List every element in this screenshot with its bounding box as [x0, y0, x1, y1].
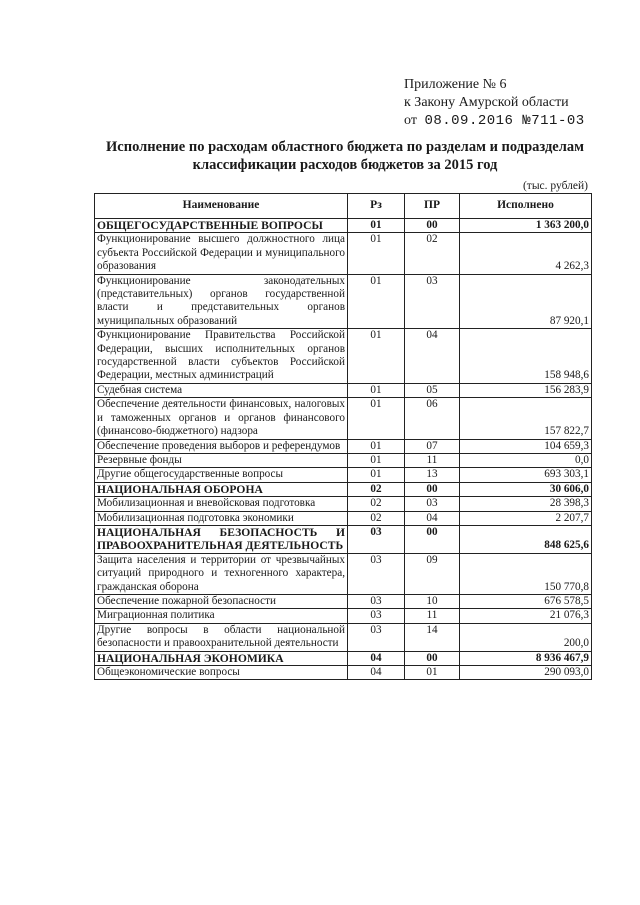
row-name-cell: Мобилизационная подготовка экономики: [95, 511, 348, 525]
table-row: [95, 553, 592, 594]
row-value-cell: 87 920,1: [460, 274, 592, 329]
document-title: Исполнение по расходам областного бюджета по разделам и подразделам классификации расходов бюджетов за 2015 год: [106, 139, 584, 173]
section-row: [95, 482, 592, 496]
row-pr-cell: 11: [405, 453, 460, 467]
row-pr-cell: 11: [405, 609, 460, 623]
row-name-cell: НАЦИОНАЛЬНАЯ ЭКОНОМИКА: [95, 651, 348, 665]
appendix-date-line: [404, 112, 585, 130]
row-value-cell: 4 262,3: [460, 233, 592, 274]
row-name-cell: Функционирование законодательных (представительных) органов государственной власти и представительных органов муниципальных образований: [95, 274, 348, 329]
table-row: [95, 439, 592, 453]
section-row: [95, 525, 592, 553]
appendix-date-stamp: 08.09.2016 №711-03: [424, 113, 585, 129]
table-row: [95, 666, 592, 680]
section-row: [95, 219, 592, 233]
row-rz-cell: 02: [348, 511, 405, 525]
row-rz-cell: 03: [348, 553, 405, 594]
column-header-pr: ПР: [405, 194, 460, 219]
row-rz-cell: 01: [348, 468, 405, 482]
row-value-cell: 8 936 467,9: [460, 651, 592, 665]
row-rz-cell: 02: [348, 482, 405, 496]
table-header-row: [95, 194, 592, 219]
row-pr-cell: 09: [405, 553, 460, 594]
table-row: [95, 468, 592, 482]
row-name-cell: Резервные фонды: [95, 453, 348, 467]
column-header-name: Наименование: [95, 194, 348, 219]
row-rz-cell: 04: [348, 666, 405, 680]
row-value-cell: 156 283,9: [460, 383, 592, 397]
row-value-cell: 157 822,7: [460, 398, 592, 439]
row-name-cell: ОБЩЕГОСУДАРСТВЕННЫЕ ВОПРОСЫ: [95, 219, 348, 233]
row-name-cell: Судебная система: [95, 383, 348, 397]
row-rz-cell: 02: [348, 497, 405, 511]
units-label: (тыс. рублей): [522, 180, 588, 192]
table-row: [95, 594, 592, 608]
row-name-cell: Общеэкономические вопросы: [95, 666, 348, 680]
row-rz-cell: 03: [348, 623, 405, 651]
row-value-cell: 0,0: [460, 453, 592, 467]
row-name-cell: Другие общегосударственные вопросы: [95, 468, 348, 482]
row-value-cell: 150 770,8: [460, 553, 592, 594]
table-row: [95, 398, 592, 439]
row-value-cell: 28 398,3: [460, 497, 592, 511]
row-pr-cell: 06: [405, 398, 460, 439]
column-header-rz: Рз: [348, 194, 405, 219]
table-row: [95, 609, 592, 623]
table-row: [95, 329, 592, 384]
row-pr-cell: 03: [405, 497, 460, 511]
row-pr-cell: 00: [405, 482, 460, 496]
row-name-cell: Обеспечение деятельности финансовых, налоговых и таможенных органов и органов финансового (финансово-бюджетного) надзора: [95, 398, 348, 439]
row-pr-cell: 00: [405, 219, 460, 233]
table-row: [95, 511, 592, 525]
row-value-cell: 290 093,0: [460, 666, 592, 680]
row-name-cell: Обеспечение проведения выборов и референдумов: [95, 439, 348, 453]
row-pr-cell: 01: [405, 666, 460, 680]
row-rz-cell: 01: [348, 274, 405, 329]
column-header-executed: Исполнено: [460, 194, 592, 219]
row-value-cell: 30 606,0: [460, 482, 592, 496]
row-rz-cell: 01: [348, 439, 405, 453]
row-pr-cell: 02: [405, 233, 460, 274]
row-rz-cell: 03: [348, 594, 405, 608]
row-pr-cell: 04: [405, 511, 460, 525]
section-row: [95, 651, 592, 665]
table-row: [95, 383, 592, 397]
row-rz-cell: 01: [348, 233, 405, 274]
row-rz-cell: 03: [348, 525, 405, 553]
row-rz-cell: 03: [348, 609, 405, 623]
row-name-cell: НАЦИОНАЛЬНАЯ ОБОРОНА: [95, 482, 348, 496]
row-name-cell: Защита населения и территории от чрезвычайных ситуаций природного и техногенного характера, гражданская оборона: [95, 553, 348, 594]
row-pr-cell: 03: [405, 274, 460, 329]
row-value-cell: 21 076,3: [460, 609, 592, 623]
table-row: [95, 623, 592, 651]
appendix-from-label: от: [404, 113, 417, 128]
row-pr-cell: 00: [405, 651, 460, 665]
row-pr-cell: 07: [405, 439, 460, 453]
row-rz-cell: 01: [348, 383, 405, 397]
row-value-cell: 848 625,6: [460, 525, 592, 553]
row-pr-cell: 05: [405, 383, 460, 397]
appendix-law-reference: к Закону Амурской области: [404, 95, 569, 110]
row-name-cell: Функционирование высшего должностного лица субъекта Российской Федерации и муниципального образования: [95, 233, 348, 274]
row-name-cell: Обеспечение пожарной безопасности: [95, 594, 348, 608]
table-row: [95, 497, 592, 511]
row-rz-cell: 01: [348, 219, 405, 233]
row-name-cell: Другие вопросы в области национальной безопасности и правоохранительной деятельности: [95, 623, 348, 651]
table-row: [95, 453, 592, 467]
row-value-cell: 158 948,6: [460, 329, 592, 384]
row-pr-cell: 13: [405, 468, 460, 482]
row-rz-cell: 01: [348, 453, 405, 467]
row-pr-cell: 10: [405, 594, 460, 608]
row-value-cell: 200,0: [460, 623, 592, 651]
appendix-number: Приложение № 6: [404, 77, 507, 92]
appendix-block: [404, 76, 585, 130]
row-rz-cell: 01: [348, 329, 405, 384]
row-name-cell: Мобилизационная и вневойсковая подготовка: [95, 497, 348, 511]
row-value-cell: 104 659,3: [460, 439, 592, 453]
row-value-cell: 1 363 200,0: [460, 219, 592, 233]
row-rz-cell: 01: [348, 398, 405, 439]
table-row: [95, 274, 592, 329]
row-value-cell: 2 207,7: [460, 511, 592, 525]
expenditure-table: [94, 193, 592, 680]
row-name-cell: Функционирование Правительства Российской Федерации, высших исполнительных органов государственной власти субъектов Российской Федерации, местных администраций: [95, 329, 348, 384]
row-pr-cell: 04: [405, 329, 460, 384]
row-name-cell: Миграционная политика: [95, 609, 348, 623]
table-row: [95, 233, 592, 274]
row-rz-cell: 04: [348, 651, 405, 665]
row-pr-cell: 00: [405, 525, 460, 553]
row-name-cell: НАЦИОНАЛЬНАЯ БЕЗОПАСНОСТЬ И ПРАВООХРАНИТЕЛЬНАЯ ДЕЯТЕЛЬНОСТЬ: [95, 525, 348, 553]
row-value-cell: 676 578,5: [460, 594, 592, 608]
row-pr-cell: 14: [405, 623, 460, 651]
row-value-cell: 693 303,1: [460, 468, 592, 482]
